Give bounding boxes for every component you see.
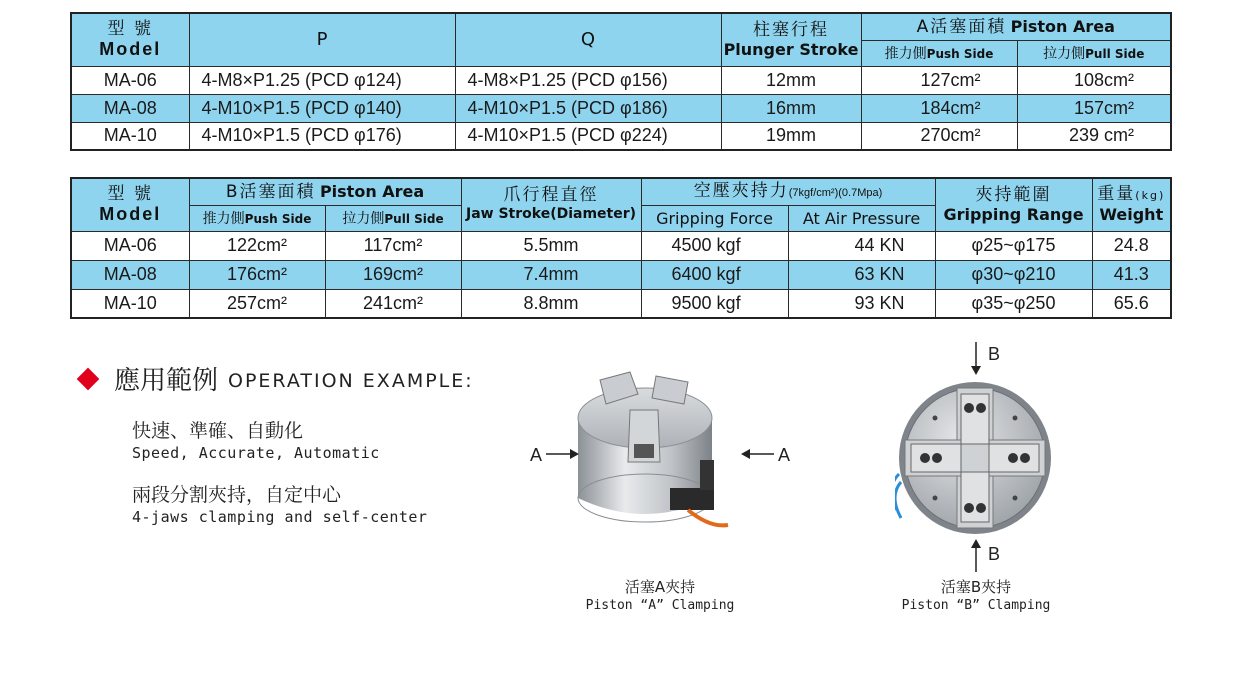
- cell-range: φ35~φ250: [935, 289, 1092, 318]
- header-model: 型 號 Model: [71, 13, 189, 66]
- cell-push: 127cm²: [861, 66, 1017, 94]
- cell-pull: 157cm²: [1017, 94, 1171, 122]
- cell-weight: 65.6: [1092, 289, 1171, 318]
- cell-model: MA-10: [71, 289, 189, 318]
- cell-pull: 117cm²: [325, 231, 461, 260]
- arrow-up-icon: [968, 538, 984, 572]
- cell-stroke: 19mm: [721, 122, 861, 150]
- header-gripping-force: 空壓夾持力(7kgf/cm²)(0.7Mpa): [641, 178, 935, 205]
- header-pull-side: 拉力側Pull Side: [1017, 40, 1171, 66]
- header-piston-area-b: B活塞面積 Piston Area: [189, 178, 461, 205]
- caption-a-en: Piston “A” Clamping: [585, 598, 735, 613]
- arrow-right-icon: [546, 446, 580, 462]
- cell-p: 4-M8×P1.25 (PCD φ124): [189, 66, 455, 94]
- caption-a-zh: 活塞A夾持: [624, 578, 696, 596]
- table-row: [71, 231, 1171, 260]
- feature-2-zh: 兩段分割夾持，自定中心: [132, 484, 342, 506]
- cell-p: 4-M10×P1.5 (PCD φ140): [189, 94, 455, 122]
- table-row: [71, 260, 1171, 289]
- spec-table-piston-b: [70, 177, 1172, 319]
- header-plunger-stroke: 柱塞行程 Plunger Stroke: [721, 13, 861, 66]
- cell-model: MA-06: [71, 66, 189, 94]
- header-push-side: 推力側Push Side: [189, 205, 325, 231]
- cell-stroke: 12mm: [721, 66, 861, 94]
- label-a-left: A: [530, 445, 543, 465]
- cell-push: 184cm²: [861, 94, 1017, 122]
- cell-force-kn: 63 KN: [788, 260, 935, 289]
- header-weight: 重量(kg) Weight: [1092, 178, 1171, 231]
- header-q: Q: [455, 13, 721, 66]
- table-row: [71, 122, 1171, 150]
- cell-force-kgf: 6400 kgf: [641, 260, 788, 289]
- header-p: P: [189, 13, 455, 66]
- cell-push: 270cm²: [861, 122, 1017, 150]
- cell-pull: 239 cm²: [1017, 122, 1171, 150]
- cell-q: 4-M10×P1.5 (PCD φ186): [455, 94, 721, 122]
- caption-b-en: Piston “B” Clamping: [901, 598, 1051, 613]
- feature-1-en: Speed, Accurate, Automatic: [132, 444, 380, 462]
- cell-force-kn: 93 KN: [788, 289, 935, 318]
- cell-q: 4-M8×P1.25 (PCD φ156): [455, 66, 721, 94]
- cell-pull: 241cm²: [325, 289, 461, 318]
- cell-q: 4-M10×P1.5 (PCD φ224): [455, 122, 721, 150]
- cell-model: MA-10: [71, 122, 189, 150]
- chuck-top-view-image: [895, 378, 1055, 538]
- cell-force-kgf: 4500 kgf: [641, 231, 788, 260]
- red-diamond-icon: [77, 367, 100, 390]
- feature-1-zh: 快速、準確、自動化: [132, 420, 304, 442]
- header-air-pressure: At Air Pressure: [788, 205, 935, 231]
- cell-push: 122cm²: [189, 231, 325, 260]
- header-push-side: 推力側Push Side: [861, 40, 1017, 66]
- header-pull-side: 拉力側Pull Side: [325, 205, 461, 231]
- table-row: [71, 289, 1171, 318]
- operation-title-en: OPERATION EXAMPLE:: [228, 369, 474, 392]
- table-row: [71, 66, 1171, 94]
- cell-pull: 169cm²: [325, 260, 461, 289]
- cell-pull: 108cm²: [1017, 66, 1171, 94]
- cell-weight: 24.8: [1092, 231, 1171, 260]
- feature-2-en: 4-jaws clamping and self-center: [132, 508, 428, 526]
- chuck-side-view-image: [560, 360, 730, 535]
- arrow-down-icon: [968, 342, 984, 376]
- cell-model: MA-08: [71, 260, 189, 289]
- cell-range: φ25~φ175: [935, 231, 1092, 260]
- operation-example-heading: [80, 360, 474, 397]
- label-b-bottom: B: [988, 544, 1001, 564]
- cell-force-kgf: 9500 kgf: [641, 289, 788, 318]
- operation-title-zh: 應用範例: [114, 366, 219, 396]
- cell-range: φ30~φ210: [935, 260, 1092, 289]
- label-a-right: A: [778, 445, 791, 465]
- cell-model: MA-08: [71, 94, 189, 122]
- spec-table-piston-a: [70, 12, 1172, 151]
- caption-b-zh: 活塞B夾持: [940, 578, 1012, 596]
- cell-stroke: 16mm: [721, 94, 861, 122]
- arrow-left-icon: [740, 446, 774, 462]
- header-model: 型 號 Model: [71, 178, 189, 231]
- header-piston-area-a: A活塞面積 Piston Area: [861, 13, 1171, 40]
- header-gripping-force-en: Gripping Force: [641, 205, 788, 231]
- label-b-top: B: [988, 344, 1001, 364]
- cell-push: 257cm²: [189, 289, 325, 318]
- table-row: [71, 94, 1171, 122]
- header-gripping-range: 夾持範圍 Gripping Range: [935, 178, 1092, 231]
- cell-push: 176cm²: [189, 260, 325, 289]
- header-jaw-stroke: 爪行程直徑 Jaw Stroke(Diameter): [461, 178, 641, 231]
- cell-weight: 41.3: [1092, 260, 1171, 289]
- cell-jaw-stroke: 5.5mm: [461, 231, 641, 260]
- cell-p: 4-M10×P1.5 (PCD φ176): [189, 122, 455, 150]
- cell-jaw-stroke: 8.8mm: [461, 289, 641, 318]
- cell-jaw-stroke: 7.4mm: [461, 260, 641, 289]
- cell-force-kn: 44 KN: [788, 231, 935, 260]
- cell-model: MA-06: [71, 231, 189, 260]
